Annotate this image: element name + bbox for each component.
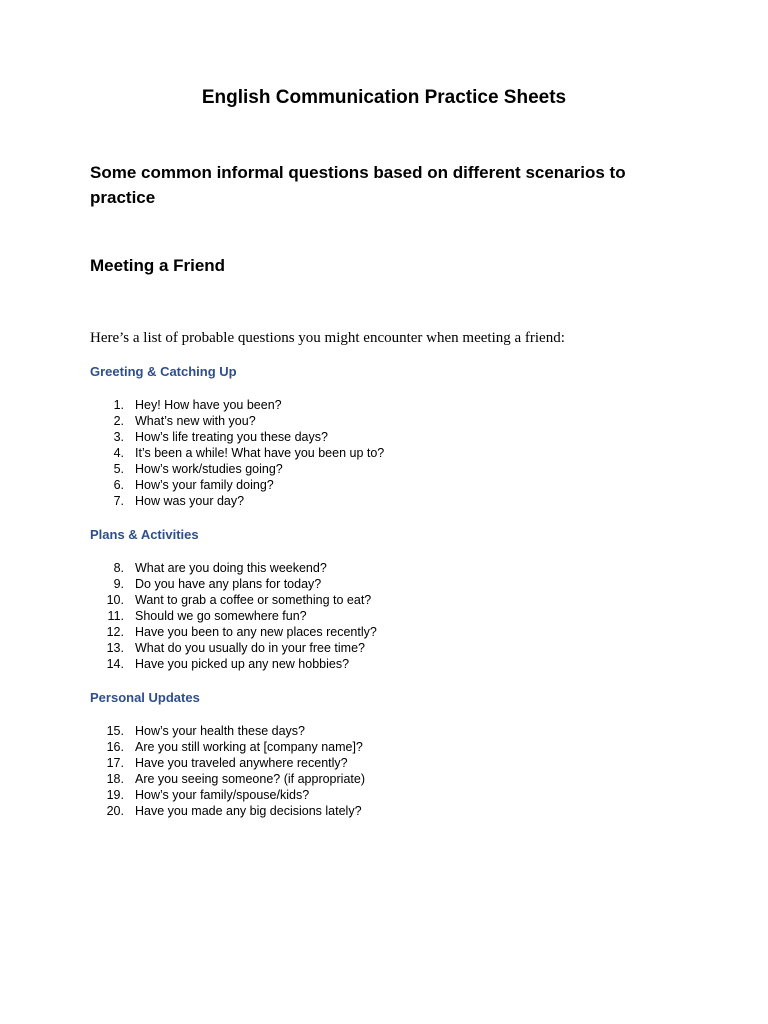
- item-text: Want to grab a coffee or something to eat?: [135, 593, 372, 607]
- item-number: 5.: [113, 462, 124, 476]
- item-number: 4.: [113, 446, 124, 460]
- item-number: 9.: [113, 577, 124, 591]
- item-text: How’s your health these days?: [135, 724, 306, 738]
- item-number: 15.: [106, 724, 124, 738]
- item-text: What do you usually do in your free time?: [135, 641, 365, 655]
- list-item: [90, 624, 377, 640]
- list-item: [90, 493, 384, 509]
- question-list-greeting: [90, 397, 384, 509]
- item-number: 18.: [106, 772, 124, 786]
- item-text: What’s new with you?: [135, 414, 256, 428]
- item-number: 16.: [106, 740, 124, 754]
- item-text: Have you traveled anywhere recently?: [135, 756, 348, 770]
- item-text: How was your day?: [135, 494, 245, 508]
- group-heading-personal-updates: Personal Updates: [90, 690, 200, 705]
- item-number: 12.: [106, 625, 124, 639]
- item-number: 1.: [113, 398, 124, 412]
- item-text: Are you still working at [company name]?: [135, 740, 363, 754]
- document-subtitle: Some common informal questions based on different scenarios to practice: [90, 163, 626, 207]
- item-text: Do you have any plans for today?: [135, 577, 322, 591]
- item-text: How’s your family doing?: [135, 478, 274, 492]
- list-item: [90, 445, 384, 461]
- item-text: How’s work/studies going?: [135, 462, 283, 476]
- group-heading-greeting: Greeting & Catching Up: [90, 364, 237, 379]
- list-item: [90, 771, 365, 787]
- item-number: 8.: [113, 561, 124, 575]
- item-text: What are you doing this weekend?: [135, 561, 327, 575]
- item-number: 14.: [106, 657, 124, 671]
- item-number: 2.: [113, 414, 124, 428]
- list-item: [90, 608, 377, 624]
- item-text: It’s been a while! What have you been up to?: [135, 446, 385, 460]
- list-item: [90, 477, 384, 493]
- item-text: How’s life treating you these days?: [135, 430, 328, 444]
- section-heading-meeting-a-friend: Meeting a Friend: [90, 256, 226, 275]
- item-number: 10.: [106, 593, 124, 607]
- item-number: 17.: [106, 756, 124, 770]
- list-item: [90, 656, 377, 672]
- item-number: 20.: [106, 804, 124, 818]
- group-heading-plans: Plans & Activities: [90, 527, 199, 542]
- item-text: Hey! How have you been?: [135, 398, 282, 412]
- list-item: [90, 413, 384, 429]
- item-number: 7.: [113, 494, 124, 508]
- item-number: 6.: [113, 478, 124, 492]
- question-list-personal-updates: [90, 723, 365, 819]
- list-item: [90, 461, 384, 477]
- list-item: [90, 723, 365, 739]
- item-number: 19.: [106, 788, 124, 802]
- list-item: [90, 397, 384, 413]
- item-number: 11.: [107, 609, 124, 623]
- item-number: 13.: [106, 641, 124, 655]
- list-item: [90, 787, 365, 803]
- list-item: [90, 592, 377, 608]
- item-text: Have you picked up any new hobbies?: [135, 657, 350, 671]
- item-text: Should we go somewhere fun?: [135, 609, 307, 623]
- item-text: How’s your family/spouse/kids?: [135, 788, 310, 802]
- list-item: [90, 739, 365, 755]
- item-text: Are you seeing someone? (if appropriate): [135, 772, 365, 786]
- question-list-plans: [90, 560, 377, 672]
- item-number: 3.: [113, 430, 124, 444]
- intro-paragraph: Here’s a list of probable questions you might encounter when meeting a friend:: [90, 330, 565, 346]
- list-item: [90, 576, 377, 592]
- list-item: [90, 803, 365, 819]
- list-item: [90, 640, 377, 656]
- item-text: Have you been to any new places recently?: [135, 625, 377, 639]
- list-item: [90, 755, 365, 771]
- item-text: Have you made any big decisions lately?: [135, 804, 362, 818]
- list-item: [90, 429, 384, 445]
- document-title: English Communication Practice Sheets: [201, 87, 567, 108]
- list-item: [90, 560, 377, 576]
